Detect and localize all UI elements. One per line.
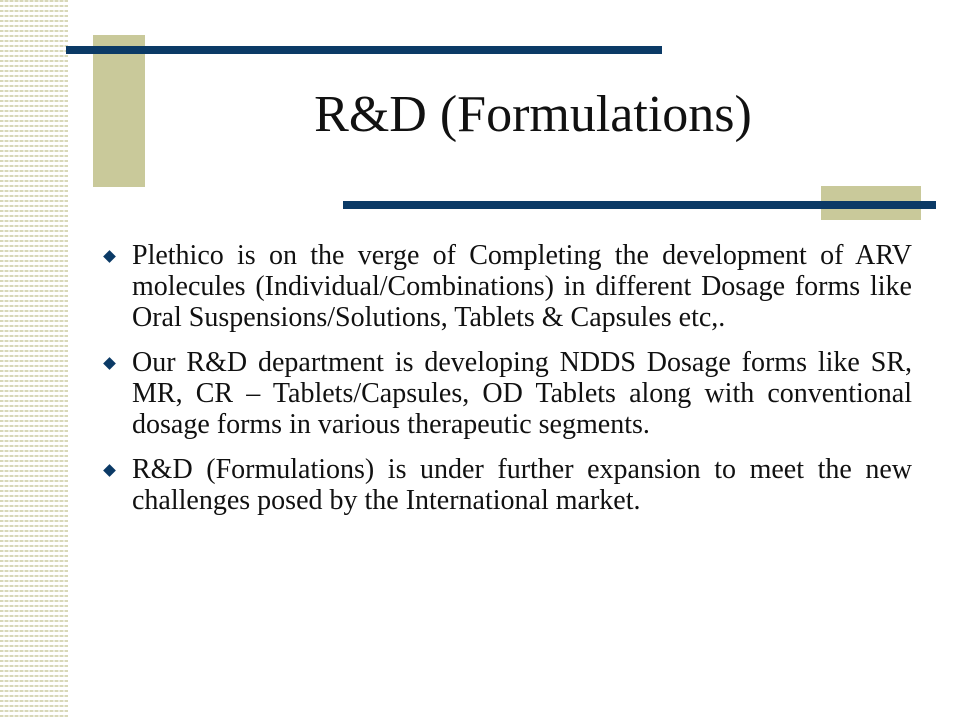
bullet-item	[100, 454, 912, 516]
bullet-text: Plethico is on the verge of Completing the development of ARV molecules (Individual/Combinations) in different Dosage forms like Oral Suspensions/Solutions, Tablets & Capsules etc,.	[132, 240, 912, 333]
diamond-bullet-icon	[103, 357, 116, 370]
bullet-item	[100, 240, 912, 333]
decorative-navy-line-top	[66, 46, 662, 54]
bullet-text: R&D (Formulations) is under further expansion to meet the new challenges posed by the International market.	[132, 454, 912, 516]
diamond-bullet-icon	[103, 464, 116, 477]
slide-title: R&D (Formulations)	[314, 86, 752, 143]
decorative-stripe-band	[0, 0, 68, 720]
decorative-navy-line-bottom	[343, 201, 936, 209]
decorative-tan-block-left	[93, 35, 145, 187]
diamond-bullet-icon	[103, 250, 116, 263]
bullet-text: Our R&D department is developing NDDS Dosage forms like SR, MR, CR – Tablets/Capsules, OD Tablets along with conventional dosage forms in various therapeutic segments.	[132, 347, 912, 440]
bullet-item	[100, 347, 912, 440]
bullet-list	[100, 240, 912, 530]
